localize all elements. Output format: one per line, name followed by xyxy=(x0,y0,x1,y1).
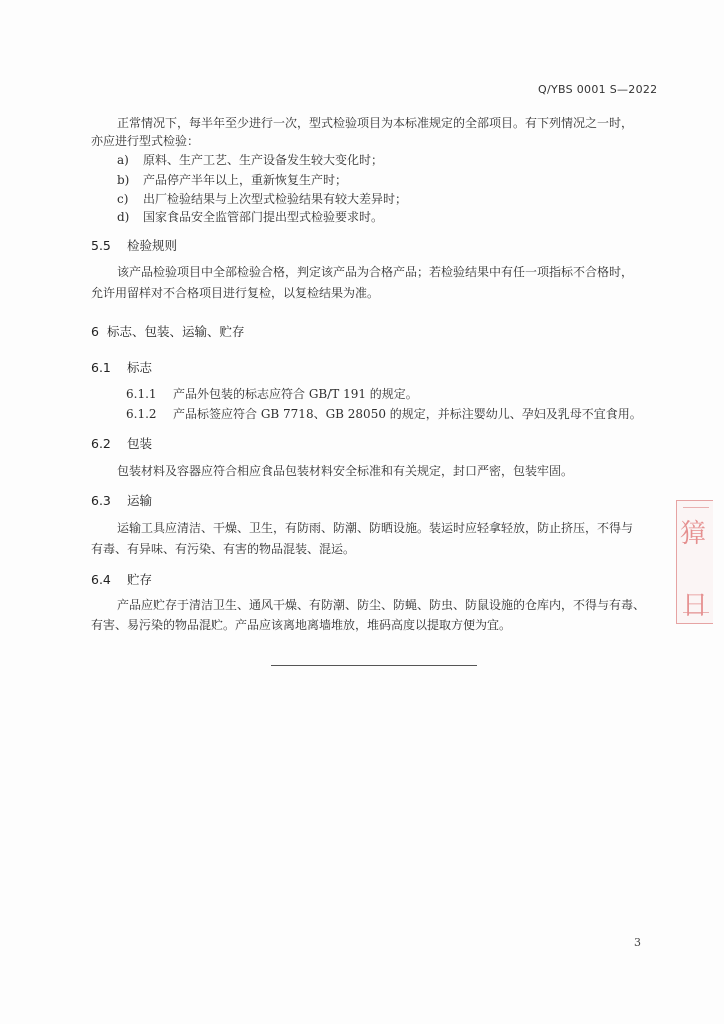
seal-char-top: 獐 xyxy=(680,519,707,549)
subclause-text: 产品外包装的标志应符合 GB/T 191 的规定。 xyxy=(173,387,418,401)
section-heading-6-1 xyxy=(91,358,152,376)
type-inspection-intro-line2: 亦应进行型式检验： xyxy=(91,134,200,148)
end-rule xyxy=(271,665,477,666)
s6-2-line1: 包装材料及容器应符合相应食品包装材料安全标准和有关规定，封口严密，包装牢固。 xyxy=(117,464,574,478)
section-title: 标志、包装、运输、贮存 xyxy=(107,324,245,339)
seal-char-bottom: 日 xyxy=(682,591,709,621)
subclause-number: 6.1.2 xyxy=(126,407,157,421)
section-heading-6-4 xyxy=(91,570,152,588)
type-inspection-intro-line1: 正常情况下，每半年至少进行一次，型式检验项目为本标准规定的全部项目。有下列情况之一时， xyxy=(117,116,634,130)
list-item-text: 出厂检验结果与上次型式检验结果有较大差异时； xyxy=(143,192,408,206)
subclause-6-1-2 xyxy=(126,406,642,422)
section-number: 6.2 xyxy=(91,436,111,451)
section-title: 检验规则 xyxy=(127,238,178,253)
list-item xyxy=(117,209,383,225)
list-item-text: 产品停产半年以上，重新恢复生产时； xyxy=(143,173,348,187)
list-item xyxy=(117,191,407,207)
section-number: 6.3 xyxy=(91,493,111,508)
section-number: 6 xyxy=(91,324,99,339)
list-item-label: a) xyxy=(117,153,129,167)
list-item xyxy=(117,172,347,188)
seal-line xyxy=(683,507,709,508)
section-title: 包装 xyxy=(127,436,153,451)
s6-4-line2: 有害、易污染的物品混贮。产品应该离地离墙堆放，堆码高度以提取方便为宜。 xyxy=(91,618,512,632)
section-number: 5.5 xyxy=(91,238,111,253)
section-heading-6 xyxy=(91,322,245,340)
subclause-number: 6.1.1 xyxy=(126,387,157,401)
subclause-6-1-1 xyxy=(126,386,418,402)
list-item xyxy=(117,152,383,168)
s5-5-line1: 该产品检验项目中全部检验合格，判定该产品为合格产品；若检验结果中有任一项指标不合格时， xyxy=(117,265,634,279)
section-title: 标志 xyxy=(127,360,153,375)
standard-code: Q/YBS 0001 S—2022 xyxy=(538,83,658,96)
list-item-label: d) xyxy=(117,210,130,224)
list-item-text: 国家食品安全监管部门提出型式检验要求时。 xyxy=(143,210,384,224)
page-number: 3 xyxy=(634,936,641,949)
list-item-label: b) xyxy=(117,173,130,187)
s6-3-line1: 运输工具应清洁、干燥、卫生，有防雨、防潮、防晒设施。装运时应轻拿轻放，防止挤压，不得与 xyxy=(117,521,634,535)
section-title: 贮存 xyxy=(127,572,153,587)
section-number: 6.1 xyxy=(91,360,111,375)
section-heading-6-2 xyxy=(91,434,152,452)
section-heading-5-5 xyxy=(91,236,177,254)
section-number: 6.4 xyxy=(91,572,111,587)
section-heading-6-3 xyxy=(91,491,152,509)
s5-5-line2: 允许用留样对不合格项目进行复检，以复检结果为准。 xyxy=(91,286,380,300)
s6-4-line1: 产品应贮存于清洁卫生、通风干燥、有防潮、防尘、防蝇、防虫、防鼠设施的仓库内，不得与有毒、 xyxy=(117,598,646,612)
list-item-text: 原料、生产工艺、生产设备发生较大变化时； xyxy=(143,153,384,167)
section-title: 运输 xyxy=(127,493,153,508)
list-item-label: c) xyxy=(117,192,129,206)
subclause-text: 产品标签应符合 GB 7718、GB 28050 的规定，并标注婴幼儿、孕妇及乳母不宜食用。 xyxy=(173,407,642,421)
s6-3-line2: 有毒、有异味、有污染、有害的物品混装、混运。 xyxy=(91,542,356,556)
